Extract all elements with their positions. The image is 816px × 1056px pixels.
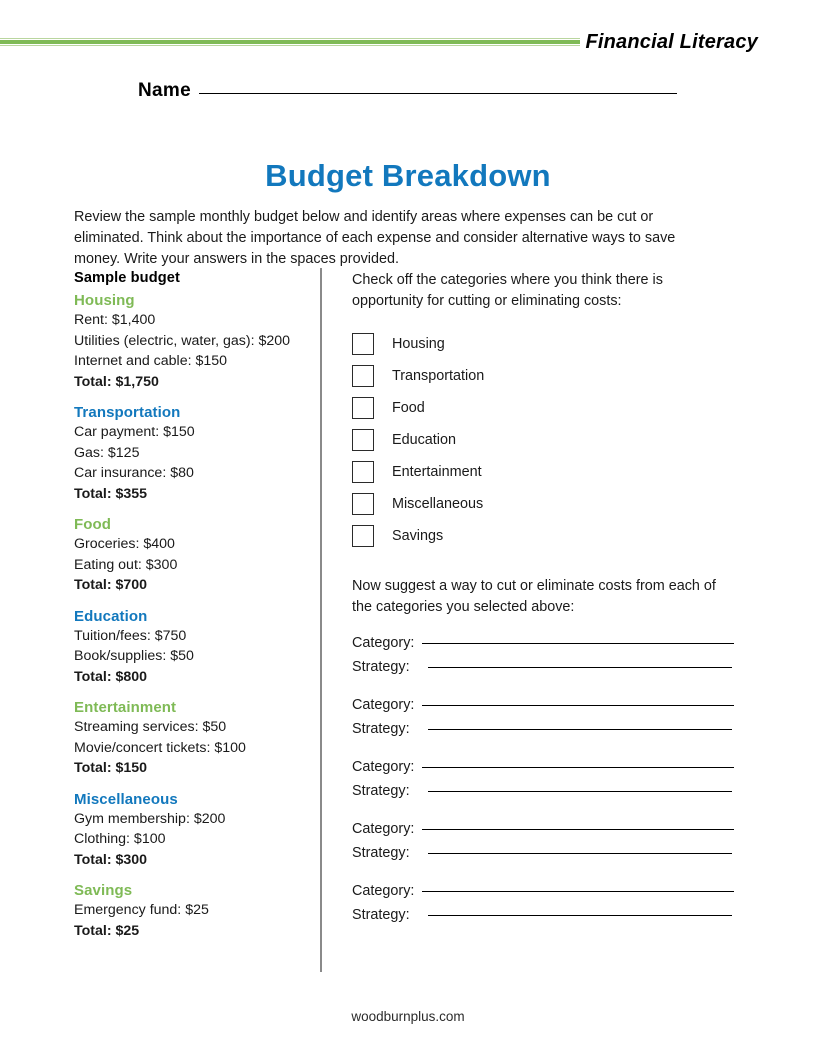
budget-group-name: Housing [74, 292, 135, 309]
budget-line-item: Tuition/fees: $750 [74, 627, 187, 644]
checkbox-housing[interactable] [352, 333, 374, 355]
budget-line-item: Book/supplies: $50 [74, 648, 194, 664]
category-input-line[interactable] [422, 705, 734, 706]
budget-line-item: Car payment: $150 [74, 424, 195, 440]
answer-block [352, 821, 734, 869]
answer-block-list [352, 635, 734, 931]
strategy-input-line[interactable] [428, 791, 732, 792]
name-field-row [138, 80, 677, 102]
budget-group [74, 791, 309, 871]
budget-group-total: Total: $700 [74, 577, 148, 593]
strategy-answer-row [352, 845, 734, 869]
checkbox-miscellaneous[interactable] [352, 493, 374, 515]
checklist-row[interactable] [352, 456, 734, 488]
worksheet-subject: Financial Literacy [585, 31, 758, 53]
budget-group [74, 608, 309, 688]
header-rule [0, 38, 580, 48]
budget-group-total: Total: $1,750 [74, 373, 159, 390]
category-input-line[interactable] [422, 767, 734, 768]
strategy-answer-row [352, 783, 734, 807]
answer-block [352, 697, 734, 745]
budget-line-item: Emergency fund: $25 [74, 902, 209, 918]
strategy-prompt: Now suggest a way to cut or eliminate costs from each of the categories you selected above: [352, 578, 716, 615]
strategy-input-line[interactable] [428, 729, 732, 730]
category-input-line[interactable] [422, 643, 734, 644]
strategy-answer-row [352, 907, 734, 931]
checkbox-label: Housing [392, 336, 445, 352]
strategy-label: Strategy: [352, 783, 410, 799]
budget-group-name: Education [74, 607, 148, 625]
answer-block [352, 759, 734, 807]
category-checklist [352, 328, 734, 552]
strategy-input-line[interactable] [428, 667, 732, 668]
checkbox-transportation[interactable] [352, 365, 374, 387]
budget-group [74, 516, 309, 596]
budget-line-item: Streaming services: $50 [74, 719, 227, 735]
activity-column [352, 270, 734, 931]
category-input-line[interactable] [422, 829, 734, 830]
budget-group-name: Savings [74, 882, 133, 899]
checkbox-label: Education [392, 432, 457, 448]
budget-group-total: Total: $300 [74, 851, 148, 868]
name-input-line[interactable] [199, 93, 677, 94]
budget-group-name: Miscellaneous [74, 790, 178, 808]
budget-group [74, 404, 309, 504]
checkbox-savings[interactable] [352, 525, 374, 547]
category-input-line[interactable] [422, 891, 734, 892]
budget-line-item: Rent: $1,400 [74, 312, 156, 328]
name-label: Name [138, 80, 191, 101]
strategy-input-line[interactable] [428, 853, 732, 854]
strategy-label: Strategy: [352, 845, 410, 861]
header-rule-thin-top [0, 38, 580, 39]
column-divider [320, 268, 322, 972]
category-label: Category: [352, 821, 415, 837]
category-label: Category: [352, 697, 415, 713]
budget-group [74, 882, 309, 941]
budget-group-name: Food [74, 516, 112, 533]
checkbox-label: Entertainment [392, 464, 482, 480]
header-rule-main [0, 40, 580, 44]
budget-line-item: Groceries: $400 [74, 536, 175, 552]
strategy-label: Strategy: [352, 907, 410, 923]
category-label: Category: [352, 759, 415, 775]
strategy-label: Strategy: [352, 721, 410, 737]
checkbox-entertainment[interactable] [352, 461, 374, 483]
budget-group-total: Total: $355 [74, 485, 148, 502]
category-answer-row [352, 635, 734, 659]
header-rule-thin-bottom [0, 45, 580, 46]
answer-block [352, 883, 734, 931]
budget-group-total: Total: $150 [74, 760, 148, 776]
budget-line-item: Utilities (electric, water, gas): $200 [74, 332, 291, 349]
checklist-row[interactable] [352, 488, 734, 520]
checkbox-label: Food [392, 400, 425, 416]
budget-line-item: Car insurance: $80 [74, 465, 194, 481]
answer-block [352, 635, 734, 683]
checklist-row[interactable] [352, 520, 734, 552]
budget-group-total: Total: $800 [74, 668, 148, 685]
budget-line-item: Gas: $125 [74, 444, 140, 461]
category-answer-row [352, 821, 734, 845]
strategy-answer-row [352, 659, 734, 683]
budget-line-item: Internet and cable: $150 [74, 353, 228, 369]
budget-group-total: Total: $25 [74, 922, 140, 939]
checkbox-education[interactable] [352, 429, 374, 451]
budget-group-list [74, 292, 309, 941]
budget-line-item: Clothing: $100 [74, 831, 166, 847]
budget-group [74, 699, 309, 779]
budget-group-name: Transportation [74, 404, 181, 421]
checkbox-food[interactable] [352, 397, 374, 419]
budget-group [74, 292, 309, 392]
checklist-row[interactable] [352, 424, 734, 456]
strategy-input-line[interactable] [428, 915, 732, 916]
footer-site-name: woodburnplus.com [351, 1009, 465, 1024]
checklist-row[interactable] [352, 392, 734, 424]
checkbox-label: Transportation [392, 368, 485, 384]
sample-budget-heading: Sample budget [74, 270, 180, 286]
checkbox-label: Savings [392, 528, 444, 544]
category-answer-row [352, 883, 734, 907]
category-label: Category: [352, 635, 415, 651]
sample-budget-column [74, 270, 309, 941]
strategy-label: Strategy: [352, 659, 410, 675]
checklist-row[interactable] [352, 360, 734, 392]
strategy-answer-row [352, 721, 734, 745]
category-answer-row [352, 697, 734, 721]
checkbox-label: Miscellaneous [392, 496, 484, 512]
budget-group-name: Entertainment [74, 699, 177, 716]
checklist-prompt: Check off the categories where you think there is opportunity for cutting or eliminating costs: [352, 272, 663, 309]
category-label: Category: [352, 883, 415, 899]
checklist-row[interactable] [352, 328, 734, 360]
page-title: Budget Breakdown [265, 157, 551, 193]
budget-line-item: Eating out: $300 [74, 556, 178, 573]
budget-line-item: Gym membership: $200 [74, 810, 226, 827]
category-answer-row [352, 759, 734, 783]
budget-line-item: Movie/concert tickets: $100 [74, 739, 246, 756]
intro-paragraph: Review the sample monthly budget below and identify areas where expenses can be cut or eliminated. Think about the importance of each expense and consider alternative ways to save money. Write your answers in the spaces provided. [74, 209, 676, 268]
